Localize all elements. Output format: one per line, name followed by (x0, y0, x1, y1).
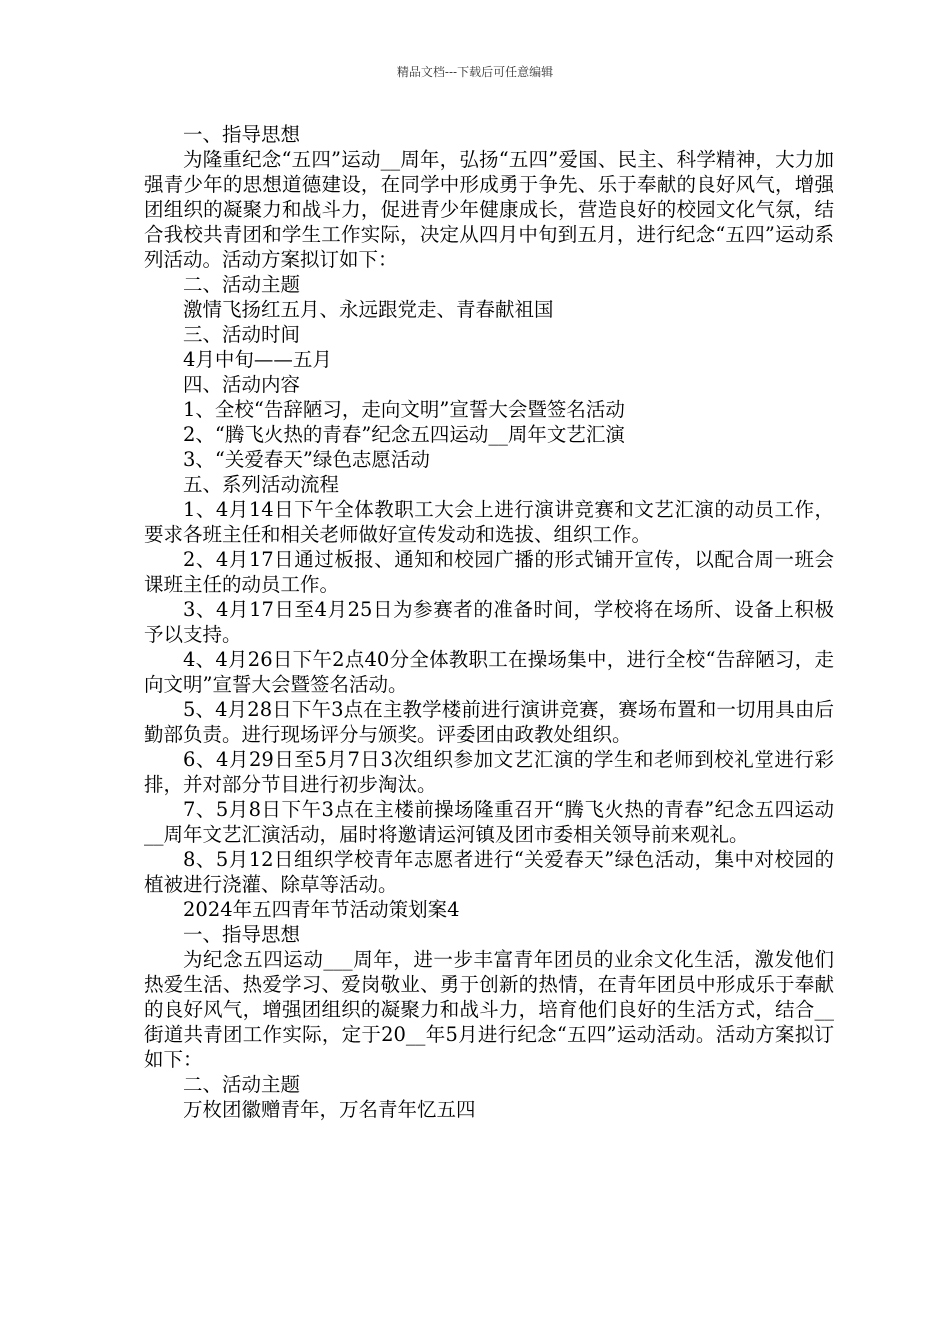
list-item: 1、4月14日下午全体教职工大会上进行演讲竞赛和文艺汇演的动员工作，要求各班主任和相关老师做好宣传发动和选拔、组织工作。 (144, 498, 834, 546)
page-header: 精品文档---下载后可任意编辑 (396, 65, 554, 79)
list-item: 3、“关爱春天”绿色志愿活动 (183, 448, 430, 471)
section-heading: 五、系列活动流程 (183, 473, 340, 496)
list-item: 5、4月28日下午3点在主教学楼前进行演讲竞赛，赛场布置和一切用具由后勤部负责。进行现场评分与颁奖。评委团由政教处组织。 (144, 698, 834, 746)
list-item: 8、5月12日组织学校青年志愿者进行“关爱春天”绿色活动，集中对校园的植被进行浇灌、除草等活动。 (144, 848, 834, 896)
list-item: 6、4月29日至5月7日3次组织参加文艺汇演的学生和老师到校礼堂进行彩排，并对部分节目进行初步淘汰。 (144, 748, 834, 796)
section-heading: 二、活动主题 (183, 1073, 301, 1096)
list-item: 7、5月8日下午3点在主楼前操场隆重召开“腾飞火热的青春”纪念五四运动__周年文艺汇演活动，届时将邀请运河镇及团市委相关领导前来观礼。 (144, 798, 834, 846)
section-heading: 四、活动内容 (183, 373, 301, 396)
list-item: 3、4月17日至4月25日为参赛者的准备时间，学校将在场所、设备上积极予以支持。 (144, 598, 834, 646)
section-heading: 一、指导思想 (183, 123, 301, 146)
paragraph: 激情飞扬红五月、永远跟党走、青春献祖国 (183, 298, 554, 321)
paragraph: 为隆重纪念“五四”运动__周年，弘扬“五四”爱国、民主、科学精神，大力加强青少年的思想道德建设，在同学中形成勇于争先、乐于奉献的良好风气，增强团组织的凝聚力和战斗力，促进青少年健康成长，营造良好的校园文化气氛，结合我校共青团和学生工作实际，决定从四月中旬到五月，进行纪念“五四”运动系列活动。活动方案拟订如下： (144, 148, 834, 271)
list-item: 2、“腾飞火热的青春”纪念五四运动__周年文艺汇演 (183, 423, 625, 446)
document-subtitle: 2024年五四青年节活动策划案4 (183, 898, 460, 921)
section-heading: 二、活动主题 (183, 273, 301, 296)
list-item: 4、4月26日下午2点40分全体教职工在操场集中，进行全校“告辞陋习，走向文明”宣誓大会暨签名活动。 (144, 648, 834, 696)
document-body (144, 122, 834, 1122)
list-item: 2、4月17日通过板报、通知和校园广播的形式铺开宣传，以配合周一班会课班主任的动员工作。 (144, 548, 834, 596)
list-item: 1、全校“告辞陋习，走向文明”宣誓大会暨签名活动 (183, 398, 625, 421)
paragraph: 万枚团徽赠青年，万名青年忆五四 (183, 1098, 476, 1121)
section-heading: 三、活动时间 (183, 323, 301, 346)
paragraph: 4月中旬——五月 (183, 348, 332, 371)
paragraph: 为纪念五四运动___周年，进一步丰富青年团员的业余文化生活，激发他们热爱生活、热爱学习、爱岗敬业、勇于创新的热情，在青年团员中形成乐于奉献的良好风气，增强团组织的凝聚力和战斗力，培育他们良好的生活方式，结合__街道共青团工作实际，定于20__年5月进行纪念“五四”运动活动。活动方案拟订如下： (144, 948, 834, 1071)
section-heading: 一、指导思想 (183, 923, 301, 946)
